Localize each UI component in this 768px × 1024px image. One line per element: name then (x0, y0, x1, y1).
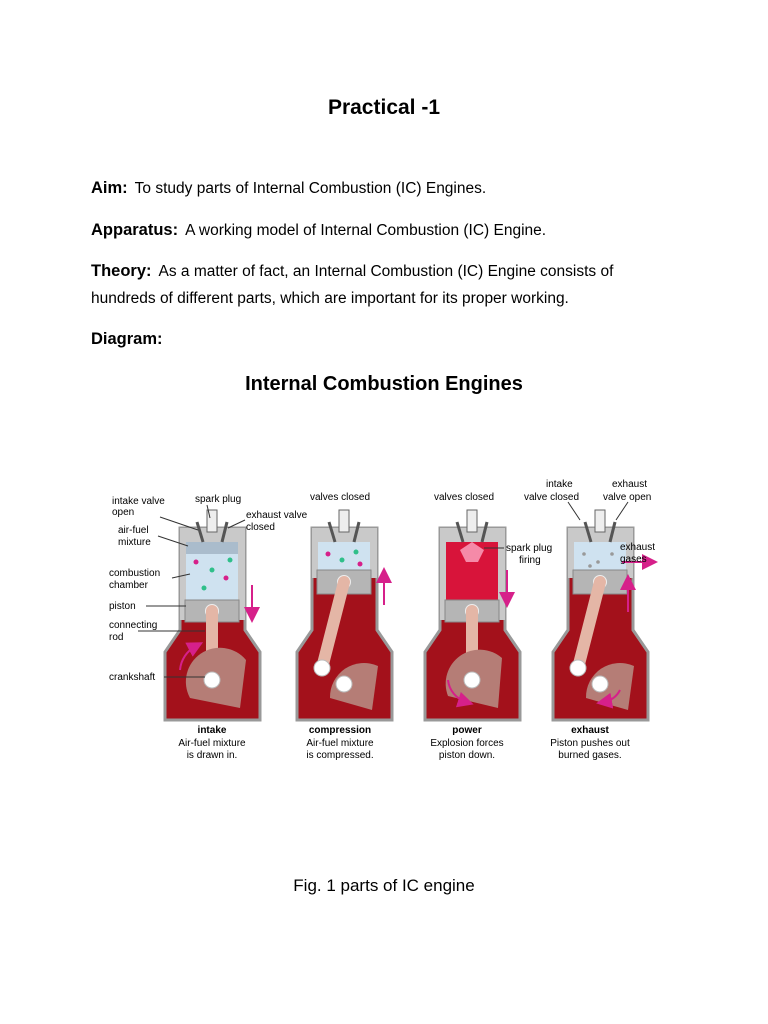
label-spark-firing-2: firing (519, 555, 541, 566)
apparatus-text: A working model of Internal Combustion (IC) Engine. (185, 222, 547, 239)
label-exhaust-gases-1: exhaust (620, 542, 656, 553)
label-exhaust-valve-closed-2: closed (246, 522, 275, 533)
theory-text-line1: As a matter of fact, an Internal Combustion (IC) Engine consists of (158, 263, 614, 280)
label-intake-closed-1: intake (546, 479, 573, 490)
stroke-line2-compression: is compressed. (306, 750, 374, 761)
label-spark-plug: spark plug (195, 494, 242, 505)
aim-label: Aim: (91, 179, 128, 197)
stroke-name-intake: intake (197, 725, 227, 736)
label-combustion-2: chamber (109, 580, 148, 591)
diagram-label-row (91, 326, 691, 353)
stroke-caption-compression (306, 725, 374, 761)
label-combustion-1: combustion (109, 568, 161, 579)
label-exhaust-open-2: valve open (603, 492, 652, 503)
label-intake-closed-2: valve closed (524, 492, 580, 503)
label-piston: piston (109, 601, 136, 612)
label-spark-firing-1: spark plug (506, 543, 553, 554)
engine-intake (109, 494, 308, 720)
label-intake-valve-open-1: intake valve (112, 496, 165, 507)
aim-row (91, 175, 691, 202)
figure-caption: Fig. 1 parts of IC engine (293, 876, 475, 895)
theory-text-line2: hundreds of different parts, which are important for its proper working. (91, 290, 569, 307)
engine-exhaust (524, 479, 655, 720)
engine-compression (297, 492, 392, 720)
label-valves-closed-power: valves closed (434, 492, 495, 503)
stroke-line1-exhaust: Piston pushes out (550, 738, 630, 749)
engine-diagram (0, 470, 768, 780)
diagram-label: Diagram: (91, 330, 163, 348)
apparatus-label: Apparatus: (91, 221, 179, 239)
label-intake-valve-open-2: open (112, 507, 135, 518)
stroke-caption-power (430, 725, 503, 761)
apparatus-row (91, 217, 691, 244)
stroke-line1-power: Explosion forces (430, 738, 504, 749)
stroke-line1-compression: Air-fuel mixture (306, 738, 374, 749)
stroke-name-power: power (452, 725, 482, 736)
label-valves-closed-compression: valves closed (310, 492, 371, 503)
stroke-line2-exhaust: burned gases. (558, 750, 622, 761)
engine-power (425, 492, 552, 720)
stroke-name-compression: compression (308, 725, 372, 736)
stroke-line2-intake: is drawn in. (186, 750, 238, 761)
diagram-title: Internal Combustion Engines (245, 373, 523, 395)
label-air-fuel-1: air-fuel (118, 525, 149, 536)
aim-text: To study parts of Internal Combustion (IC) Engines. (134, 180, 487, 197)
theory-label: Theory: (91, 262, 152, 280)
label-air-fuel-2: mixture (118, 537, 151, 548)
label-exhaust-gases-2: gases (620, 554, 647, 565)
stroke-line1-intake: Air-fuel mixture (178, 738, 246, 749)
stroke-line2-power: piston down. (438, 750, 496, 761)
label-connecting-1: connecting (109, 620, 158, 631)
label-crankshaft: crankshaft (109, 672, 156, 683)
page-title: Practical -1 (327, 96, 441, 119)
stroke-caption-exhaust (550, 725, 630, 761)
label-exhaust-valve-closed-1: exhaust valve (246, 510, 308, 521)
theory-row (91, 258, 691, 312)
stroke-caption-intake (178, 725, 246, 761)
label-exhaust-open-1: exhaust (612, 479, 648, 490)
label-connecting-2: rod (109, 632, 124, 643)
stroke-name-exhaust: exhaust (571, 725, 609, 736)
